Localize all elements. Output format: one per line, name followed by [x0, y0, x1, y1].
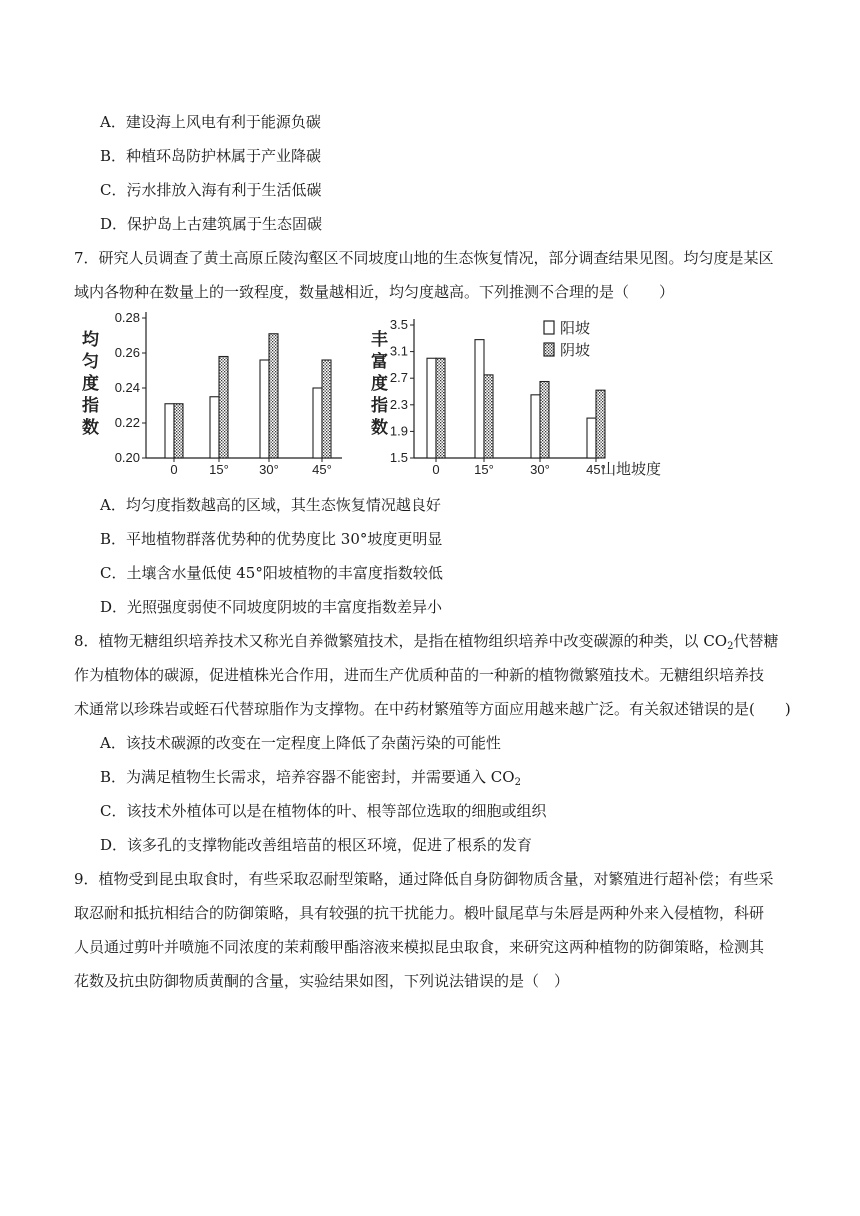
- bar-阳坡: [210, 397, 219, 458]
- bar-阳坡: [260, 360, 269, 458]
- legend-label: 阴坡: [560, 342, 591, 359]
- option-text: 该技术碳源的改变在一定程度上降低了杂菌污染的可能性: [125, 734, 501, 752]
- y-tick-label: 2.3: [389, 396, 408, 412]
- y-axis-label-char: 丰: [371, 330, 388, 349]
- q8-stem-line-3: 术通常以珍珠岩或蛭石代替琼脂作为支撑物。在中药材繁殖等方面应用越来越广泛。有关叙述错误的是( ): [74, 700, 791, 718]
- y-tick-label: 3.1: [389, 343, 408, 359]
- y-axis-label-char: 指: [82, 396, 99, 415]
- option-text: 平地植物群落优势种的优势度比 30°坡度更明显: [126, 530, 443, 548]
- y-tick-label: 0.26: [114, 345, 140, 360]
- bar-阴坡: [174, 404, 183, 458]
- q9-stem-line-1: 9．植物受到昆虫取食时，有些采取忍耐型策略，通过降低自身防御物质含量，对繁殖进行超补偿；有些采: [74, 870, 774, 888]
- y-axis-label-char: 均: [82, 330, 99, 349]
- q7-option-c: [100, 563, 443, 583]
- q7-stem-line-2: 域内各物种在数量上的一致程度，数量越相近，均匀度越高。下列推测不合理的是（ ）: [74, 283, 675, 301]
- q9-stem-line-2: 取忍耐和抵抗相结合的防御策略，具有较强的抗干扰能力。椴叶鼠尾草与朱唇是两种外来入侵植物，科研: [74, 904, 765, 922]
- bar-阳坡: [531, 395, 540, 458]
- bar-阴坡: [484, 375, 493, 458]
- q7-option-d: [100, 597, 442, 617]
- option-text: 保护岛上古建筑属于生态固碳: [127, 215, 323, 233]
- q7-option-a: [100, 495, 441, 515]
- bar-阴坡: [436, 358, 445, 458]
- y-tick-label: 0.24: [114, 380, 140, 395]
- x-tick-label: 0: [170, 462, 178, 477]
- option-letter: A．: [100, 734, 126, 752]
- option-text: 该技术外植体可以是在植物体的叶、根等部位选取的细胞或组织: [126, 802, 547, 820]
- bar-阳坡: [165, 404, 174, 458]
- option-letter: B．: [100, 530, 127, 548]
- option-letter: C．: [100, 802, 127, 820]
- option-letter: D．: [100, 836, 128, 854]
- bar-阴坡: [596, 390, 605, 458]
- y-tick-label: 1.5: [389, 450, 408, 465]
- option-text: 光照强度弱使不同坡度阴坡的丰富度指数差异小: [127, 598, 443, 616]
- x-tick-label: 15°: [209, 462, 229, 477]
- y-tick-label: 0.28: [114, 310, 140, 325]
- option-letter: A．: [100, 113, 126, 131]
- q8-stem-line-2: 作为植物体的碳源，促进植株光合作用，进而生产优质种苗的一种新的植物微繁殖技术。无糖组织培养技: [74, 666, 765, 684]
- y-axis-label-char: 富: [371, 352, 388, 371]
- q8-option-d: [100, 835, 532, 855]
- subscript: 2: [727, 641, 734, 652]
- y-axis-label-char: 数: [371, 418, 388, 437]
- y-tick-label: 1.9: [389, 423, 408, 439]
- option-text: 污水排放入海有利于生活低碳: [126, 181, 322, 199]
- y-tick-label: 2.7: [389, 370, 408, 386]
- x-tick-label: 45°: [312, 462, 332, 477]
- x-tick-label: 30°: [530, 462, 550, 477]
- option-text: 为满足植物生长需求，培养容器不能密封，并需要通入 CO: [126, 768, 515, 786]
- q6-option-d: [100, 214, 322, 234]
- q6-option-a: [100, 112, 321, 132]
- option-letter: A．: [100, 496, 126, 514]
- bar-阳坡: [313, 388, 322, 458]
- y-tick-label: 0.22: [114, 415, 140, 430]
- q8-option-b: [100, 767, 521, 787]
- bar-阴坡: [219, 357, 228, 459]
- option-letter: C．: [100, 564, 127, 582]
- y-tick-label: 0.20: [114, 450, 140, 465]
- bar-阳坡: [427, 358, 436, 458]
- y-axis-label-char: 匀: [82, 352, 99, 371]
- option-letter: D．: [100, 215, 128, 233]
- legend-swatch-阳坡: [544, 321, 554, 334]
- q8-option-c: [100, 801, 547, 821]
- q6-option-b: [100, 146, 321, 166]
- option-text: 均匀度指数越高的区域，其生态恢复情况越良好: [125, 496, 441, 514]
- x-tick-label: 0: [432, 462, 440, 477]
- subscript: 2: [514, 777, 521, 788]
- bar-阴坡: [540, 382, 549, 458]
- option-letter: B．: [100, 147, 127, 165]
- option-letter: D．: [100, 598, 128, 616]
- x-tick-label: 45°: [586, 462, 606, 477]
- bar-阴坡: [322, 360, 331, 458]
- x-axis-label: 山地坡度: [601, 461, 662, 478]
- q8-stem-text: 代替糖: [733, 632, 779, 650]
- option-text: 该多孔的支撑物能改善组培苗的根区环境，促进了根系的发育: [127, 836, 533, 854]
- q8-stem-text: 8．植物无糖组织培养技术又称光自养微繁殖技术，是指在植物组织培养中改变碳源的种类，以 CO: [74, 632, 728, 650]
- y-axis-label-char: 度: [371, 374, 388, 393]
- bar-阳坡: [587, 418, 596, 458]
- q9-stem-line-3: 人员通过剪叶并喷施不同浓度的茉莉酸甲酯溶液来模拟昆虫取食，来研究这两种植物的防御策略，检测其: [74, 938, 765, 956]
- option-text: 建设海上风电有利于能源负碳: [125, 113, 321, 131]
- option-letter: C．: [100, 181, 127, 199]
- option-letter: B．: [100, 768, 127, 786]
- bar-阳坡: [475, 340, 484, 458]
- y-tick-label: 3.5: [389, 317, 408, 332]
- legend-swatch-阴坡: [544, 343, 554, 356]
- q6-option-c: [100, 180, 322, 200]
- q8-stem-line-1: [74, 631, 778, 651]
- y-axis-label-char: 数: [82, 418, 99, 437]
- q7-bar-charts-svg: [74, 305, 694, 485]
- y-axis-label-char: 度: [82, 374, 99, 393]
- bar-阴坡: [269, 334, 278, 458]
- q8-option-a: [100, 733, 501, 753]
- q9-stem-line-4: 花数及抗虫防御物质黄酮的含量，实验结果如图，下列说法错误的是（ ）: [74, 972, 570, 990]
- y-axis-label-char: 指: [371, 396, 388, 415]
- option-text: 土壤含水量低使 45°阳坡植物的丰富度指数较低: [126, 564, 443, 582]
- q7-charts: [74, 305, 694, 485]
- legend-label: 阳坡: [560, 320, 591, 337]
- option-text: 种植环岛防护林属于产业降碳: [126, 147, 322, 165]
- x-tick-label: 30°: [259, 462, 279, 477]
- x-tick-label: 15°: [474, 462, 494, 477]
- q7-option-b: [100, 529, 442, 549]
- q7-stem-line-1: 7．研究人员调查了黄土高原丘陵沟壑区不同坡度山地的生态恢复情况，部分调查结果见图。均匀度是某区: [74, 249, 774, 267]
